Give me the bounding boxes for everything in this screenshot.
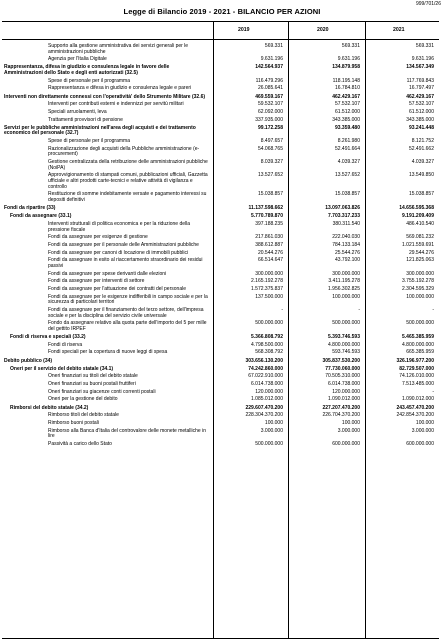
row-label: Approvvigionamento di stampati comuni, pubblicazioni ufficiali, Gazzetta ufficiale e altri prodotti carte-tecnici e relative attività di vigilanza e controllo <box>48 172 208 190</box>
table-row <box>2 442 439 448</box>
table-row <box>2 222 439 233</box>
row-label: Rappresentanza e difesa in giudizio e consulenza legale e pareri <box>48 85 192 92</box>
value-cell-2019: 5.366.808.792 <box>251 333 283 340</box>
row-label: Trattamenti provvisori di pensione <box>48 116 123 123</box>
table-row <box>2 110 439 116</box>
value-cell-2021: 1.021.559.691 <box>402 241 434 248</box>
value-cell-2021: 300.000.000 <box>406 270 434 277</box>
column-header-2020: 2020 <box>317 27 329 33</box>
value-cell-2020: 226.704.370.200 <box>322 412 360 419</box>
value-cell-2019: 3.000.000 <box>260 427 283 434</box>
value-cell-2021: - <box>432 306 434 313</box>
value-cell-2019: 500.000.000 <box>255 320 283 327</box>
value-cell-2021: 100.000.000 <box>406 293 434 300</box>
row-label: Fondi da assegnare per esigenze di gestione <box>48 234 148 241</box>
value-cell-2019: 2.165.192.278 <box>251 278 283 285</box>
table-row <box>2 287 439 293</box>
row-label: Fondi di riserva <box>48 341 83 348</box>
value-cell-2021: 134.567.349 <box>406 64 434 71</box>
value-cell-2021: 29.544.276 <box>408 249 434 256</box>
value-cell-2020: 300.000.000 <box>332 270 360 277</box>
row-label: Oneri per il servizio del debito statale (34.1) <box>10 365 114 372</box>
row-label: Fondi da assegnare per interventi di settore <box>48 278 145 285</box>
page-title: Legge di Bilancio 2019 - 2021 - BILANCIO PER AZIONI <box>123 7 321 16</box>
table-row <box>2 421 439 427</box>
value-cell-2019: 337.935.000 <box>255 116 283 123</box>
value-cell-2021: 74.126.010.000 <box>399 373 434 380</box>
row-label: Rimborsi del debito statale (34.2) <box>10 404 89 411</box>
table-row <box>2 374 439 380</box>
row-label: Debito pubblico (34) <box>4 357 53 364</box>
value-cell-2020: 118.195.148 <box>332 77 360 84</box>
row-label: Oneri per la gestione del debito <box>48 396 118 403</box>
value-cell-2019: 397.188.235 <box>255 220 283 227</box>
value-cell-2019: 142.564.937 <box>255 64 283 71</box>
value-cell-2019: 13.527.652 <box>257 172 283 179</box>
value-cell-2019: 54.068.765 <box>257 145 283 152</box>
row-label: Fondi da ripartire (33) <box>4 205 56 212</box>
value-cell-2021: 486.410.540 <box>406 220 434 227</box>
value-cell-2020: 343.385.000 <box>332 116 360 123</box>
value-cell-2019: 500.000.000 <box>255 441 283 447</box>
row-label: Rimborso buoni postali <box>48 420 99 427</box>
value-cell-2019: 4.798.500.000 <box>251 341 283 348</box>
row-label: Fondi di riserva e speciali (33.2) <box>10 333 86 340</box>
value-cell-2021: 14.656.595.368 <box>399 205 434 212</box>
value-cell-2019: 469.559.167 <box>255 93 283 100</box>
value-cell-2020: - <box>358 306 360 313</box>
row-label: Interventi per contributi esterni e indennizzi per servitù militari <box>48 101 184 108</box>
row-label: Razionalizzazione degli acquisti della Pubbliche amministrazione (e-procurement) <box>48 145 200 158</box>
value-cell-2020: 1.956.302.825 <box>328 285 360 292</box>
table-row <box>2 139 439 145</box>
table-row <box>2 279 439 285</box>
table-row <box>2 367 439 373</box>
value-cell-2019: 8.039.327 <box>260 159 283 166</box>
row-label: Interventi non direttamente connessi con l'operatività' dello Strumento Militare (32.6) <box>4 93 206 100</box>
value-cell-2019: 26.085.641 <box>257 85 283 92</box>
table-row <box>2 102 439 108</box>
value-cell-2020: 61.512.000 <box>334 109 360 115</box>
value-cell-2020: 120.000.000 <box>332 388 360 395</box>
row-label: Fondi da assegnare per spese derivanti dalle elezioni <box>48 270 167 277</box>
value-cell-2019: 67.022.910.000 <box>248 373 283 380</box>
value-cell-2020: 784.133.184 <box>332 241 360 248</box>
row-label: Fondi da assegnare per le esigenze indifferibili in campo sociale e per la sicurezza di particolari territori <box>48 293 208 306</box>
table-row <box>2 44 439 55</box>
header-divider <box>2 39 439 40</box>
table-row <box>2 65 439 76</box>
value-cell-2021: 343.385.000 <box>406 116 434 123</box>
value-cell-2020: 569.331 <box>341 43 360 49</box>
value-cell-2019: 568.308.792 <box>255 349 283 356</box>
value-cell-2021: 5.465.385.959 <box>402 333 434 340</box>
value-cell-2021: 3.000.000 <box>411 427 434 434</box>
value-cell-2019: 8.497.657 <box>260 138 283 145</box>
value-cell-2021: 500.000.000 <box>406 320 434 327</box>
value-cell-2020: 16.784.810 <box>334 85 360 92</box>
value-cell-2020: 227.207.470.200 <box>322 404 360 411</box>
row-label: Speciali arruolamenti, leva <box>48 109 107 115</box>
value-cell-2020: 100.000.000 <box>332 293 360 300</box>
value-cell-2021: 7.513.485.000 <box>402 381 434 388</box>
table-row <box>2 321 439 332</box>
value-cell-2021: 13.549.850 <box>408 172 434 179</box>
table-row <box>2 406 439 412</box>
value-cell-2020: 600.000.000 <box>332 441 360 447</box>
value-cell-2021: - <box>432 388 434 395</box>
value-cell-2020: 500.000.000 <box>332 320 360 327</box>
value-cell-2019: 66.514.647 <box>257 257 283 264</box>
table-row <box>2 413 439 419</box>
value-cell-2019: 300.000.000 <box>255 270 283 277</box>
value-cell-2021: 93.241.448 <box>408 124 434 131</box>
value-cell-2020: 3.411.195.278 <box>328 278 360 285</box>
table-row <box>2 192 439 203</box>
table-row <box>2 272 439 278</box>
table-row <box>2 86 439 92</box>
value-cell-2020: 100.000 <box>341 420 360 427</box>
row-label: Servizi per le pubbliche amministrazioni nell'area degli acquisti e dei trattamento economico del personale (32.7) <box>4 124 196 137</box>
value-cell-2021: 243.457.470.200 <box>396 404 434 411</box>
value-cell-2019: 120.000.000 <box>255 388 283 395</box>
value-cell-2021: 121.825.063 <box>406 257 434 264</box>
value-cell-2020: 9.631.196 <box>337 56 360 63</box>
table-row <box>2 79 439 85</box>
value-cell-2020: 5.393.746.593 <box>328 333 360 340</box>
value-cell-2019: - <box>281 306 283 313</box>
value-cell-2021: 242.854.370.200 <box>396 412 434 419</box>
value-cell-2019: 20.544.276 <box>257 249 283 256</box>
value-cell-2021: 9.631.196 <box>411 56 434 63</box>
value-cell-2020: 4.039.327 <box>337 159 360 166</box>
value-cell-2019: 11.137.598.662 <box>248 205 283 212</box>
value-cell-2020: 7.703.317.233 <box>328 213 360 220</box>
value-cell-2019: 569.331 <box>264 43 283 49</box>
row-label: Rimborso titoli del debito statale <box>48 412 119 419</box>
table-row <box>2 335 439 341</box>
value-cell-2019: 74.242.860.000 <box>248 365 283 372</box>
value-cell-2019: 228.304.370.200 <box>245 412 283 419</box>
row-label: Rimborso alla Banca d'Italia del controvalore delle monete metalliche in lire <box>48 427 206 440</box>
value-cell-2019: 116.479.296 <box>255 77 283 84</box>
value-cell-2019: 5.770.789.870 <box>251 213 283 220</box>
value-cell-2020: 305.837.530.200 <box>322 357 360 364</box>
value-cell-2021: 2.304.595.329 <box>402 285 434 292</box>
value-cell-2021: 4.039.327 <box>411 159 434 166</box>
page-number: 999/701/26 <box>415 1 441 7</box>
budget-table <box>2 21 439 639</box>
value-cell-2019: 217.861.030 <box>255 234 283 241</box>
row-label: Passività a carico dello Stato <box>48 441 112 447</box>
value-cell-2021: 61.512.000 <box>408 109 434 115</box>
value-cell-2021: 665.385.959 <box>406 349 434 356</box>
value-cell-2021: 569.081.232 <box>406 234 434 241</box>
table-header <box>2 22 439 39</box>
table-row <box>2 359 439 365</box>
value-cell-2021: 16.797.497 <box>408 85 434 92</box>
value-cell-2020: 43.792.100 <box>334 257 360 264</box>
value-cell-2019: 1.085.012.000 <box>251 396 283 403</box>
value-cell-2019: 303.656.130.200 <box>245 357 283 364</box>
value-cell-2020: 52.491.664 <box>334 145 360 152</box>
value-cell-2019: 15.038.857 <box>257 191 283 198</box>
row-label: Oneri finanziari su buoni postali fruttiferi <box>48 381 136 388</box>
value-cell-2020: 93.359.480 <box>334 124 360 131</box>
value-cell-2021: 9.191.209.409 <box>402 213 434 220</box>
value-cell-2020: 25.544.276 <box>334 249 360 256</box>
value-cell-2020: 6.014.738.000 <box>328 381 360 388</box>
table-row <box>2 118 439 124</box>
value-cell-2020: 3.000.000 <box>337 427 360 434</box>
value-cell-2019: 1.572.375.837 <box>251 285 283 292</box>
row-label: Oneri finanziari su giacenze conti correnti postali <box>48 388 156 395</box>
table-row <box>2 173 439 190</box>
table-row <box>2 160 439 171</box>
value-cell-2020: 13.097.063.826 <box>325 205 360 212</box>
value-cell-2021: 600.000.000 <box>406 441 434 447</box>
table-row <box>2 295 439 306</box>
table-row <box>2 95 439 101</box>
table-row <box>2 243 439 249</box>
table-row <box>2 343 439 349</box>
row-label: Fondi da assegnare per il finanziamento del terzo settore, dell'impresa sociale e per la disciplina del servizio civile universale <box>48 306 204 319</box>
value-cell-2020: 57.532.107 <box>334 101 360 108</box>
table-row <box>2 57 439 63</box>
table-body <box>2 44 439 448</box>
row-label: Fondi da assegnare in esito al riaccertamento straordinario dei residui passivi <box>48 257 203 269</box>
row-label: Spese di personale per il programma <box>48 138 130 145</box>
table-row <box>2 126 439 137</box>
value-cell-2021: 1.090.012.000 <box>402 396 434 403</box>
value-cell-2020: 462.429.167 <box>332 93 360 100</box>
value-cell-2021: 569.331 <box>415 43 434 49</box>
row-label: Fondi da assegnare (33.1) <box>10 213 72 220</box>
table-row <box>2 206 439 212</box>
row-label: Oneri finanziari su titoli del debito statale <box>48 373 138 380</box>
row-label: Supporto alla gestione amministrativa dei servizi generali per le amministrazioni pubbliche <box>48 43 189 55</box>
row-label: Fondi da assegnare per l'attuazione dei contratti del personale <box>48 285 186 292</box>
value-cell-2019: 100.000 <box>264 420 283 427</box>
row-label: Fondo da assegnare relativo alla quota parte dell'importo del 5 per mille del gettito IRPEF <box>48 320 207 332</box>
value-cell-2021: 57.532.107 <box>408 101 434 108</box>
row-label: Rappresentanza, difesa in giudizio e consulenza legale in favore delle Amministrazioni dello Stato e degli enti autorizzati (32.5) <box>4 64 170 77</box>
row-label: Fondi da assegnare per canoni di locazione di immobili pubblici <box>48 249 189 256</box>
value-cell-2020: 593.746.593 <box>332 349 360 356</box>
row-label: Restituzione di somme indebitamente versate e pagamento interessi su depositi definitivi <box>48 191 207 203</box>
row-label: Gestione centralizzata della retribuzione delle amministrazioni pubbliche (NoiPA) <box>48 159 208 171</box>
value-cell-2020: 8.261.980 <box>337 138 360 145</box>
row-label: Fondi da assegnare per il personale delle Amministrazioni pubbliche <box>48 241 199 248</box>
value-cell-2021: 100.000 <box>415 420 434 427</box>
value-cell-2020: 70.505.310.000 <box>325 373 360 380</box>
table-row <box>2 350 439 356</box>
table-row <box>2 147 439 158</box>
value-cell-2019: 229.607.470.200 <box>245 404 283 411</box>
table-row <box>2 214 439 220</box>
value-cell-2019: 137.500.000 <box>255 293 283 300</box>
value-cell-2021: 8.121.752 <box>411 138 434 145</box>
row-label: Spese di personale per il programma <box>48 77 130 84</box>
value-cell-2020: 4.800.000.000 <box>328 341 360 348</box>
value-cell-2021: 117.769.843 <box>406 77 434 84</box>
table-row <box>2 429 439 440</box>
value-cell-2021: 52.491.662 <box>408 145 434 152</box>
value-cell-2019: 59.532.107 <box>257 101 283 108</box>
value-cell-2019: 9.631.196 <box>260 56 283 63</box>
value-cell-2020: 15.038.857 <box>334 191 360 198</box>
row-label: Agenzia per l'Italia Digitale <box>48 56 107 63</box>
column-header-2021: 2021 <box>393 27 405 33</box>
value-cell-2019: 62.092.000 <box>257 109 283 115</box>
value-cell-2021: 326.196.977.200 <box>396 357 434 364</box>
value-cell-2019: 6.014.738.000 <box>251 381 283 388</box>
table-row <box>2 397 439 403</box>
column-header-2019: 2019 <box>238 27 250 33</box>
row-label: Interventi strutturali di politica economica e per la riduzione della pressione fiscale <box>48 220 191 233</box>
value-cell-2021: 462.429.167 <box>406 93 434 100</box>
value-cell-2020: 13.527.652 <box>334 172 360 179</box>
table-row <box>2 251 439 257</box>
value-cell-2021: 82.729.507.000 <box>399 365 434 372</box>
table-row <box>2 308 439 319</box>
table-row <box>2 390 439 396</box>
value-cell-2020: 77.730.060.000 <box>325 365 360 372</box>
value-cell-2019: 99.172.258 <box>257 124 283 131</box>
table-row <box>2 382 439 388</box>
value-cell-2021: 15.038.857 <box>408 191 434 198</box>
table-row <box>2 235 439 241</box>
value-cell-2020: 222.040.030 <box>332 234 360 241</box>
table-row <box>2 258 439 269</box>
value-cell-2019: 388.612.887 <box>255 241 283 248</box>
value-cell-2021: 4.800.000.000 <box>402 341 434 348</box>
value-cell-2021: 3.755.192.278 <box>402 278 434 285</box>
value-cell-2020: 380.311.540 <box>332 220 360 227</box>
value-cell-2020: 134.879.958 <box>332 64 360 71</box>
value-cell-2020: 1.090.012.000 <box>328 396 360 403</box>
row-label: Fondi speciali per la copertura di nuove leggi di spesa <box>48 349 168 356</box>
